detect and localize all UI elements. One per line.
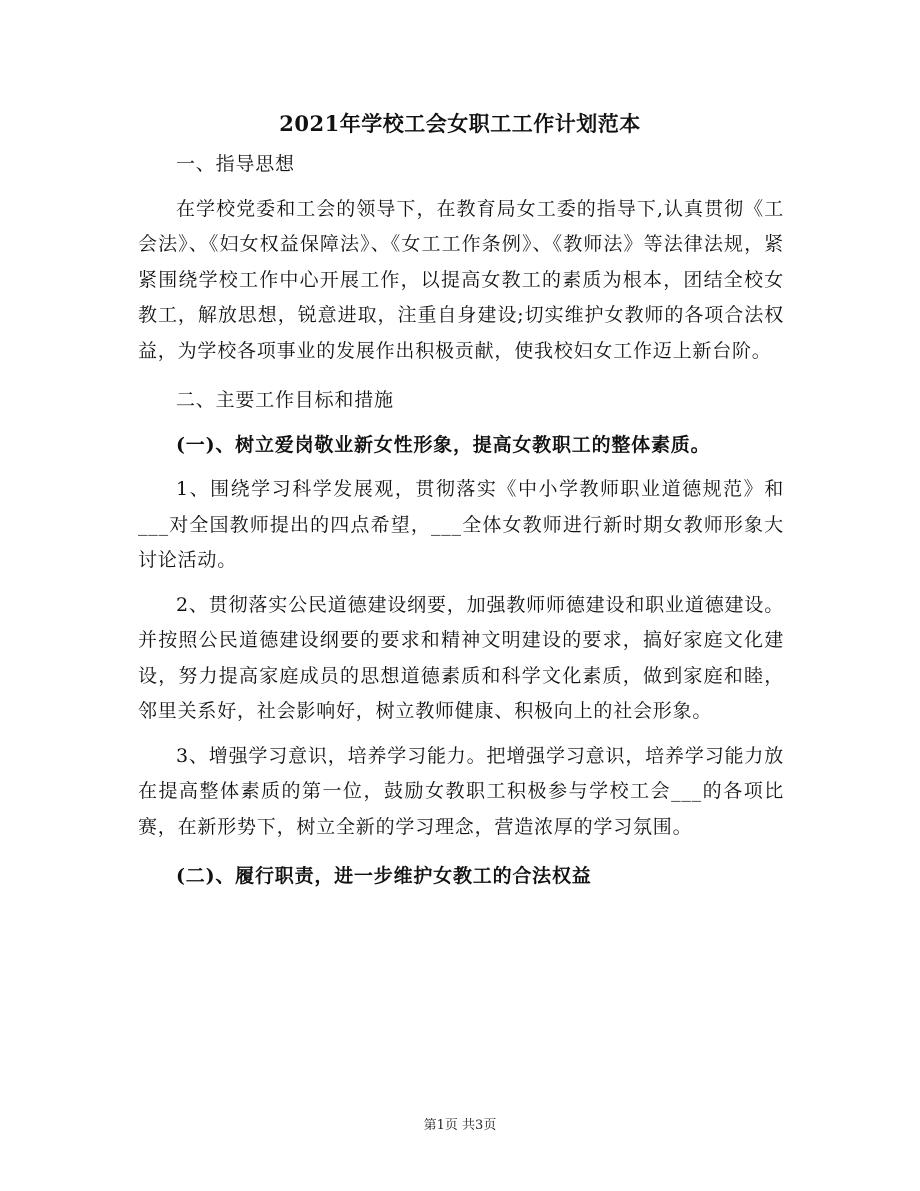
list-item-1: 1、围绕学习科学发展观，贯彻落实《中小学教师职业道德规范》和___对全国教师提出的四点希望，___全体女教师进行新时期女教师形象大讨论活动。 [138, 478, 784, 571]
page-number-footer: 第1页 共3页 [423, 1118, 497, 1133]
subsection-heading-2: (二)、履行职责，进一步维护女教工的合法权益 [176, 865, 592, 887]
section-heading-guiding-ideology: 一、指导思想 [176, 153, 295, 175]
subsection-heading-1: (一)、树立爱岗敬业新女性形象，提高女教职工的整体素质。 [176, 433, 711, 456]
document-title: 2021年学校工会女职工工作计划范本 [279, 111, 641, 136]
list-item-3: 3、增强学习意识，培养学习能力。把增强学习意识，培养学习能力放在提高整体素质的第一位，鼓励女教职工积极参与学校工会___的各项比赛，在新形势下，树立全新的学习理念，营造浓厚的学习氛围。 [138, 744, 784, 838]
paragraph-guiding-ideology: 在学校党委和工会的领导下，在教育局女工委的指导下,认真贯彻《工会法》、《妇女权益保障法》、《女工工作条例》、《教师法》等法律法规，紧紧围绕学校工作中心开展工作，以提高女教工的素质为根本，团结全校女教工，解放思想，锐意进取，注重自身建设;切实维护女教师的各项合法权益，为学校各项事业的发展作出积极贡献，使我校妇女工作迈上新台阶。 [138, 197, 784, 362]
section-heading-goals-measures: 二、主要工作目标和措施 [176, 389, 394, 411]
list-item-2: 2、贯彻落实公民道德建设纲要，加强教师师德建设和职业道德建设。并按照公民道德建设纲要的要求和精神文明建设的要求，搞好家庭文化建设，努力提高家庭成员的思想道德素质和科学文化素质，做到家庭和睦，邻里关系好，社会影响好，树立教师健康、积极向上的社会形象。 [138, 593, 784, 722]
document-body [138, 147, 784, 895]
